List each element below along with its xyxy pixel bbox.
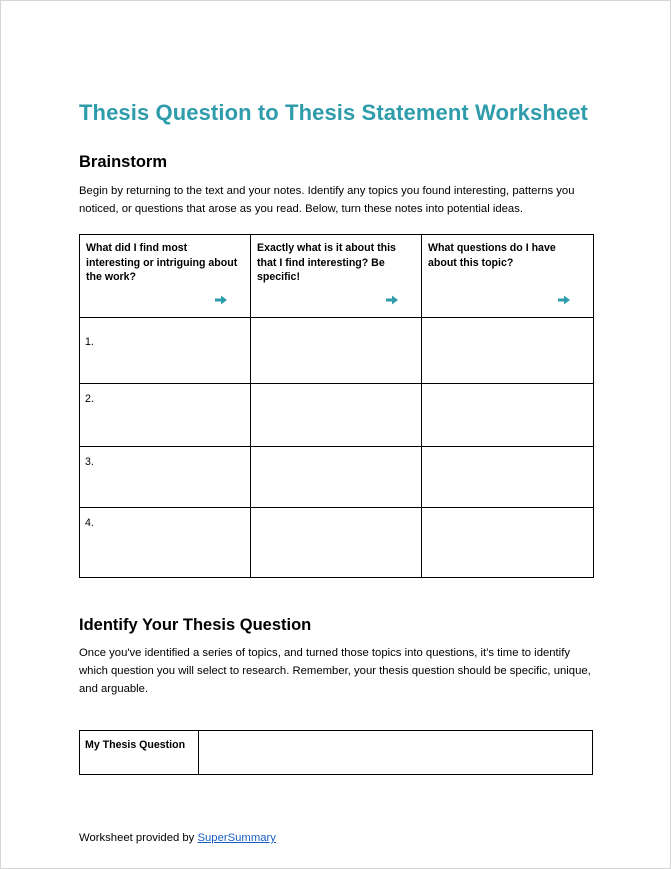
thesis-question-field[interactable] — [199, 731, 593, 775]
arrow-right-icon — [385, 295, 399, 305]
arrow-right-icon — [214, 295, 228, 305]
brainstorm-heading: Brainstorm — [79, 153, 168, 171]
thesis-table — [79, 730, 593, 775]
footer — [79, 832, 276, 844]
column-header — [422, 235, 594, 318]
thesis-question-label: My Thesis Question — [80, 731, 199, 775]
table-cell[interactable] — [251, 384, 422, 447]
table-cell[interactable] — [422, 384, 594, 447]
column-header — [80, 235, 251, 318]
column-header-label: What questions do I have about this topic? — [428, 242, 556, 269]
identify-heading: Identify Your Thesis Question — [79, 616, 312, 634]
table-cell[interactable] — [251, 318, 422, 384]
column-header-label: What did I find most interesting or intriguing about the work? — [86, 242, 238, 283]
table-row — [80, 731, 593, 775]
brainstorm-instructions: Begin by returning to the text and your notes. Identify any topics you found interesting, patterns you noticed, or questions that arose as you read. Below, turn these notes into potential ideas. — [79, 185, 575, 215]
page-title: Thesis Question to Thesis Statement Worksheet — [79, 100, 588, 125]
identify-instructions: Once you've identified a series of topics, and turned those topics into questions, it's time to identify which question you will select to research. Remember, your thesis question should be specific, unique, and arguable. — [79, 647, 591, 695]
row-number-cell[interactable]: 1. — [80, 318, 251, 384]
column-header — [251, 235, 422, 318]
table-header-row — [80, 235, 594, 318]
brainstorm-table — [79, 234, 594, 578]
table-cell[interactable] — [251, 508, 422, 578]
row-number-cell[interactable]: 3. — [80, 447, 251, 508]
table-cell[interactable] — [251, 447, 422, 508]
table-row — [80, 508, 594, 578]
table-row — [80, 318, 594, 384]
table-cell[interactable] — [422, 508, 594, 578]
row-number-cell[interactable]: 2. — [80, 384, 251, 447]
footer-text: Worksheet provided by — [79, 832, 198, 844]
column-header-label: Exactly what is it about this that I find interesting? Be specific! — [257, 242, 396, 283]
supersummary-link[interactable]: SuperSummary — [197, 832, 276, 844]
table-cell[interactable] — [422, 318, 594, 384]
table-row — [80, 384, 594, 447]
row-number-cell[interactable]: 4. — [80, 508, 251, 578]
table-row — [80, 447, 594, 508]
arrow-right-icon — [557, 295, 571, 305]
table-cell[interactable] — [422, 447, 594, 508]
